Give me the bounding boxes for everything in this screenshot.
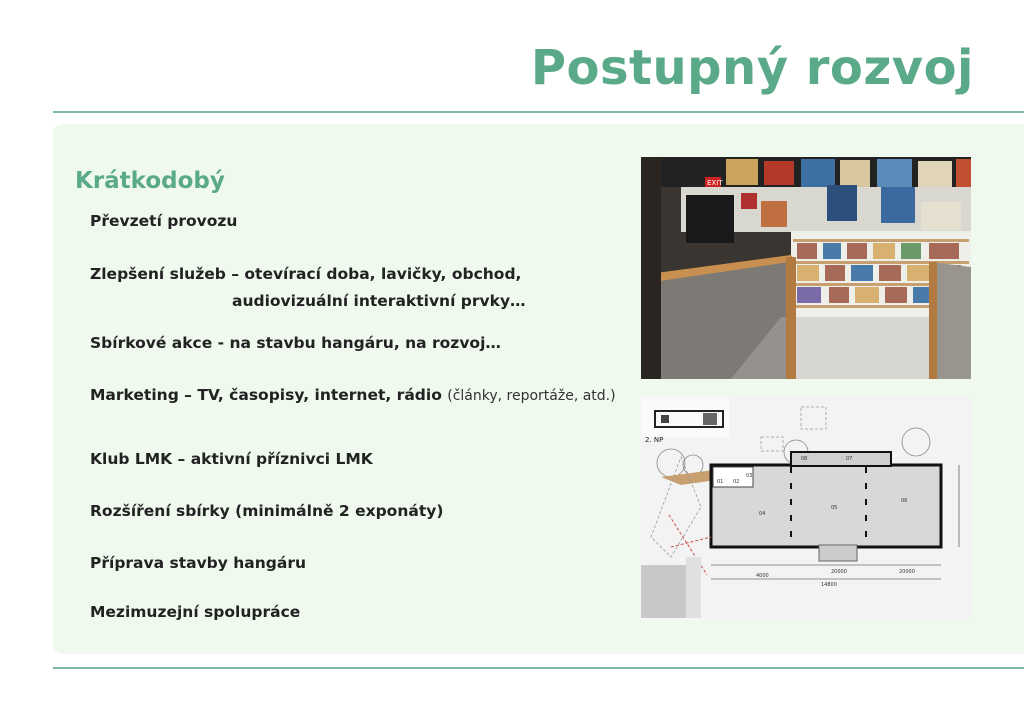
room-label: 01: [717, 479, 724, 485]
top-divider: [53, 111, 1024, 113]
list-item: [90, 550, 306, 577]
list-item-text: Klub LMK – aktivní příznivci LMK: [90, 450, 373, 468]
list-item: [90, 208, 237, 235]
list-item-text: Rozšíření sbírky (minimálně 2 exponáty): [90, 502, 444, 520]
list-item-text: Marketing – TV, časopisy, internet, rádio: [90, 386, 448, 404]
list-item: [90, 498, 443, 525]
list-item: [90, 382, 616, 410]
dimension-label: 20000: [899, 569, 915, 575]
room-label: 06: [901, 498, 908, 504]
slide-title: Postupný rozvoj: [530, 40, 974, 96]
floor-label: 2. NP: [645, 436, 664, 444]
room-label: 07: [846, 456, 853, 462]
list-item: [90, 599, 300, 626]
museum-shop-photo: [641, 157, 971, 379]
section-subtitle: Krátkodobý: [75, 168, 225, 194]
room-label: 08: [801, 456, 808, 462]
list-item: [90, 446, 373, 473]
dimension-label: 20000: [831, 569, 847, 575]
exit-sign-text: EXIT: [707, 179, 723, 187]
list-item: [90, 330, 501, 357]
dimension-label: 14800: [821, 582, 837, 588]
list-item: [90, 261, 526, 315]
list-item-text: Sbírkové akce - na stavbu hangáru, na rozvoj…: [90, 334, 501, 352]
room-label: 03: [746, 473, 753, 479]
hangar-floor-plan: [641, 397, 971, 618]
list-item-continuation: audiovizuální interaktivní prvky…: [232, 292, 526, 310]
room-label: 04: [759, 511, 766, 517]
list-item-note: (články, reportáže, atd.): [447, 388, 616, 404]
bottom-divider: [53, 667, 1024, 669]
room-label: 05: [831, 505, 838, 511]
dimension-label: 4000: [756, 573, 769, 579]
list-item-text: Zlepšení služeb – otevírací doba, lavičky, obchod,: [90, 265, 522, 283]
list-item-text: Mezimuzejní spolupráce: [90, 603, 301, 621]
room-label: 02: [733, 479, 740, 485]
list-item-text: Příprava stavby hangáru: [90, 554, 307, 572]
list-item-text: Převzetí provozu: [90, 212, 238, 230]
